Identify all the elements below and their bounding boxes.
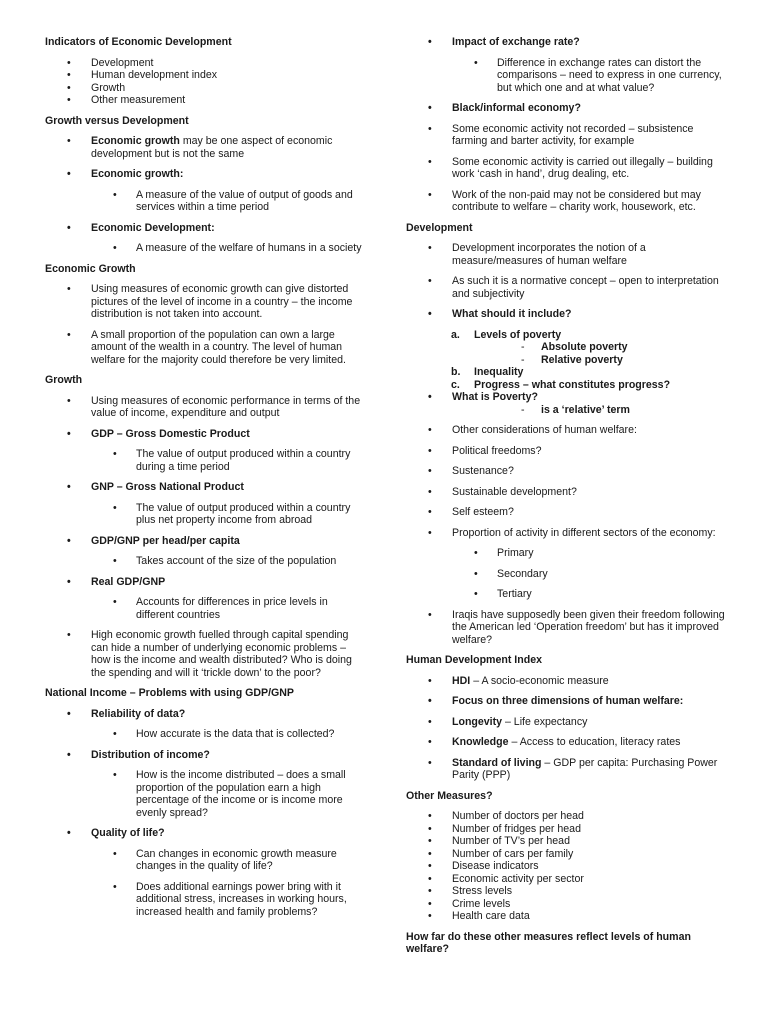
list-item: • Using measures of economic growth can give distorted pictures of the level of income in a country – the income distribution is not taken into account.: [45, 283, 367, 321]
sub-list-item: • Accounts for differences in price levels in different countries: [45, 596, 367, 621]
list-item: • Number of cars per family: [406, 848, 728, 861]
closing-question: How far do these other measures reflect levels of human welfare?: [406, 930, 691, 955]
list-item: • Growth: [45, 82, 367, 95]
sub-list-item: • Secondary: [406, 568, 728, 581]
list-item: • Impact of exchange rate?: [406, 36, 728, 49]
sub-list-item: • The value of output produced within a country during a time period: [45, 448, 367, 473]
heading-indicators: Indicators of Economic Development: [45, 36, 232, 48]
list-item: • Stress levels: [406, 885, 728, 898]
sub-list-item: • Tertiary: [406, 588, 728, 601]
list-item: • Economic growth may be one aspect of economic development but is not the same: [45, 135, 367, 160]
list-item: • Sustenance?: [406, 465, 728, 478]
sub-list-item: • How is the income distributed – does a small proportion of the population earn a high percentage of the income or is income more evenly spread?: [45, 769, 367, 819]
list-item: • Longevity – Life expectancy: [406, 716, 728, 729]
list-item: • Using measures of economic performance in terms of the value of income, expenditure and output: [45, 395, 367, 420]
list-item: • Reliability of data?: [45, 708, 367, 721]
list-item: • Some economic activity is carried out illegally – building work ‘cash in hand’, drug dealing, etc.: [406, 156, 728, 181]
heading-growth: Growth: [45, 374, 83, 386]
sub-list-item: • Primary: [406, 547, 728, 560]
list-item: • Political freedoms?: [406, 445, 728, 458]
list-item: • Sustainable development?: [406, 486, 728, 499]
heading-growth-vs-development: Growth versus Development: [45, 114, 189, 127]
sub-list-item: • Difference in exchange rates can distort the comparisons – need to express in one currency, but which one and at what value?: [406, 57, 728, 95]
list-item: • A small proportion of the population can own a large amount of the wealth in a country. The level of human welfare for the majority could therefore be very limited.: [45, 329, 367, 367]
list-item: • Real GDP/GNP: [45, 576, 367, 589]
list-item: • Disease indicators: [406, 860, 728, 873]
lettered-item: b. Inequality: [451, 366, 524, 378]
list-item: • Some economic activity not recorded – subsistence farming and barter activity, for example: [406, 123, 728, 148]
indicators-list: [45, 57, 367, 107]
list-item: • High economic growth fuelled through capital spending can hide a number of underlying economic problems – how is the income and wealth distributed? Who is doing the spending and will it ‘trickle down’ to the poor?: [45, 629, 367, 679]
list-item: • GDP/GNP per head/per capita: [45, 535, 367, 548]
list-item: • Human development index: [45, 69, 367, 82]
list-item: • Number of doctors per head: [406, 810, 728, 823]
list-item: • Quality of life?: [45, 827, 367, 840]
heading-economic-growth: Economic Growth: [45, 262, 136, 275]
dash-item: - Absolute poverty: [406, 341, 728, 354]
list-item: • Proportion of activity in different sectors of the economy:: [406, 527, 728, 540]
left-column: [45, 36, 367, 926]
list-item: • Crime levels: [406, 898, 728, 911]
list-item: • Development: [45, 57, 367, 70]
list-item: • Other measurement: [45, 94, 367, 107]
list-item: • GDP – Gross Domestic Product: [45, 428, 367, 441]
list-item: • Economic growth:: [45, 168, 367, 181]
list-item: • HDI – A socio-economic measure: [406, 675, 728, 688]
sub-list-item: • The value of output produced within a country plus net property income from abroad: [45, 502, 367, 527]
list-item: • Other considerations of human welfare:: [406, 424, 728, 437]
dash-item: - Relative poverty: [406, 354, 728, 367]
list-item: • Black/informal economy?: [406, 102, 728, 115]
heading-national-income: National Income – Problems with using GDP/GNP: [45, 687, 294, 699]
list-item: • Work of the non-paid may not be considered but may contribute to welfare – charity work, housework, etc.: [406, 189, 728, 214]
sub-list-item: • Takes account of the size of the population: [45, 555, 367, 568]
dash-item: - is a ‘relative’ term: [406, 404, 728, 417]
right-column: [406, 36, 728, 964]
list-item: • GNP – Gross National Product: [45, 481, 367, 494]
list-item: • Health care data: [406, 910, 728, 923]
list-item: • Iraqis have supposedly been given their freedom following the American led ‘Operation freedom’ but has it improved welfare?: [406, 609, 728, 647]
list-item: • What should it include?: [406, 308, 728, 321]
other-measures-list: [406, 810, 728, 923]
list-item: • Number of fridges per head: [406, 823, 728, 836]
sub-list-item: • A measure of the value of output of goods and services within a time period: [45, 189, 367, 214]
list-item: • As such it is a normative concept – open to interpretation and subjectivity: [406, 275, 728, 300]
lettered-item: c. Progress – what constitutes progress?: [451, 378, 671, 391]
list-item: • Standard of living – GDP per capita: Purchasing Power Parity (PPP): [406, 757, 728, 782]
list-item: • What is Poverty?: [406, 391, 728, 404]
list-item: • Number of TV’s per head: [406, 835, 728, 848]
list-item: • Knowledge – Access to education, literacy rates: [406, 736, 728, 749]
sub-list-item: • Does additional earnings power bring with it additional stress, increases in working hours, increased health and family problems?: [45, 881, 367, 919]
list-item: • Development incorporates the notion of a measure/measures of human welfare: [406, 242, 728, 267]
list-item: • Focus on three dimensions of human welfare:: [406, 695, 728, 708]
lettered-item: a. Levels of poverty: [451, 328, 562, 341]
list-item: • Economic activity per sector: [406, 873, 728, 886]
heading-hdi: Human Development Index: [406, 654, 542, 666]
sub-list-item: • How accurate is the data that is collected?: [45, 728, 367, 741]
list-item: • Self esteem?: [406, 506, 728, 519]
list-item: • Distribution of income?: [45, 749, 367, 762]
sub-list-item: • A measure of the welfare of humans in a society: [45, 242, 367, 255]
sub-list-item: • Can changes in economic growth measure changes in the quality of life?: [45, 848, 367, 873]
list-item: • Economic Development:: [45, 222, 367, 235]
heading-development: Development: [406, 221, 473, 234]
heading-other-measures: Other Measures?: [406, 789, 493, 802]
